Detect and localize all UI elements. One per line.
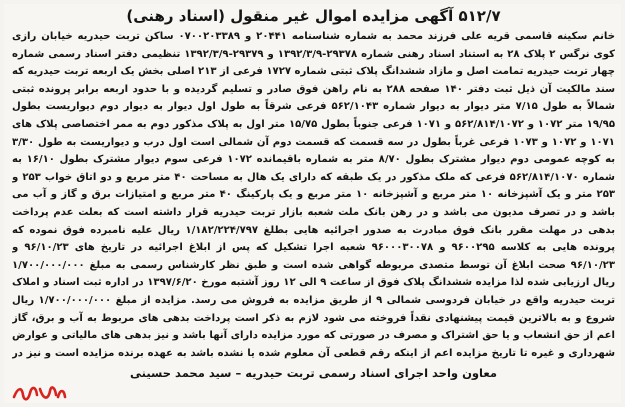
signature-line: معاون واحد اجرای اسناد رسمی تربت حیدریه – سید محمد حسینی [130,366,497,380]
notice-body-text: خانم سکینه قاسمی قریه علی فرزند محمد به شماره شناسنامه ۲۰۴۴۱ و ۰۷۰۰۲۰۳۳۸۹ ساکن تربت حیدریه خیابان رازی کوی نرگس ۲ پلاک ۲۸ به استناد اسناد رهنی شماره ۲۹۳۷۸-۱۳۹۲/۳/۹ و ۲۹۳۷۹-۱۳۹۲/۳/۹ تنظیمی دفتر اسناد رسمی شماره چهار تربت حیدریه تمامت اصل و مازاد ششدانگ پلاک ثبتی شماره ۱۷۲۷ فرعی از ۲۱۳ اصلی بخش یک اربعه تربت حیدریه که سند مالکیت آن ذیل ثبت دفتر ۱۴۰ صفحه ۲۸۸ به نام راهن فوق صادر و تسلیم گردیده و با حدود اربعه برابر پرونده ثبتی شمالاً به طول ۷/۱۵ متر دیوار به دیوار شماره ۵۶۲/۱۰۴۳ فرعی شرقاً به طول اول دیوار به دیوار دوم دیواریست بطول ۱۹/۹۵ متر ۱۰۷۲ و ۵۶۲/۸۱۴/۱۰۷۲ و ۱۰۷۱ فرعی جنوباً بطول ۱۵/۷۵ متر اول به پلاک مذکور دوم به ممر اختصاصی پلاک های ۱۰۷۱ و ۱۰۷۲ و ۱۰۷۳ فرعی غرباً بطول در سه قسمت که قسمت دوم آن شمالی است اول درب و دیواریست به طول ۳/۳۰ به کوچه عمومی دوم دیوار مشترک بطول ۸/۷۰ متر به شماره باقیمانده ۱۰۷۲ فرعی سوم دیوار مشترک بطول ۱۶/۱۰ به شماره ۵۶۲/۸۱۴/۱۰۷۰ فرعی که ملک مذکور در یک طبقه که دارای یک هال به مساحت ۴۰ متر مربع و دو اتاق خواب ۲۵۳ و ۲۵۳ متر و یک آشپزخانه ۱۰ متر مربع و آشپزخانه ۱۰ متر مربع و یک پارکینگ ۴۰ متر مربع و امتیازات برق و گاز و آب می باشد و در تصرف مدیون می باشد و در رهن بانک ملت شعبه بازار تربت حیدریه قرار داشته است که بعلت عدم پرداخت بدهی در مهلت مقرر بانک فوق مبادرت به صدور اجرائیه هایی بطلغ ۱/۱۸۲/۲۲۴/۷۹۷ ریال علیه نامبرده فوق نموده که پرونده هایی به کلاسه ۹۶۰۰۲۹۵ و ۹۶۰۰۰۳۰۰۷۸ شعبه اجرا تشکیل که پس از ابلاغ اجرائیه در تاریخ های ۹۶/۱۰/۲۳ و ۹۶/۱۰/۲۳ صحت ابلاغ آن توسط متصدی مربوطه گواهی شده است و طبق نظر کارشناس رسمی به مبلغ ۱/۷۰۰/۰۰۰/۰۰۰ ریال ارزیابی شده لذا مزایده ششدانگ پلاک فوق از ساعت ۹ الی ۱۲ روز آشتبه مورخ ۱۳۹۷/۶/۲۰ در اداره ثبت اسناد و املاک تربت حیدریه واقع در خیابان فردوسی شمالی ۹ از طریق مزایده به فروش می رسد. مزایده از مبلغ ۱/۷۰۰/۰۰۰/۰۰۰ ریال شروع و به بالاترین قیمت پیشنهادی نقداً فروخته می شود لازم به ذکر است پرداخت بدهی های مربوط به آب و برق، گاز اعم از حق انشعاب و یا حق اشتراک و مصرف در صورتی که مورد مزایده دارای آنها باشد و نیز بدهی های مالیاتی و عوارض شهرداری و غیره تا تاریخ مزایده اعم از اینکه رقم قطعی آن معلوم شده یا نشده باشد به عهده برنده مزایده است و نیز در [12,31,615,359]
notice-body [12,28,615,364]
notice-title: ۵۱۲/۷ آگهی مزایده اموال غیر منقول (اسناد رهنی) [126,7,501,25]
red-stamp-icon [10,379,68,405]
auction-notice [4,4,621,403]
